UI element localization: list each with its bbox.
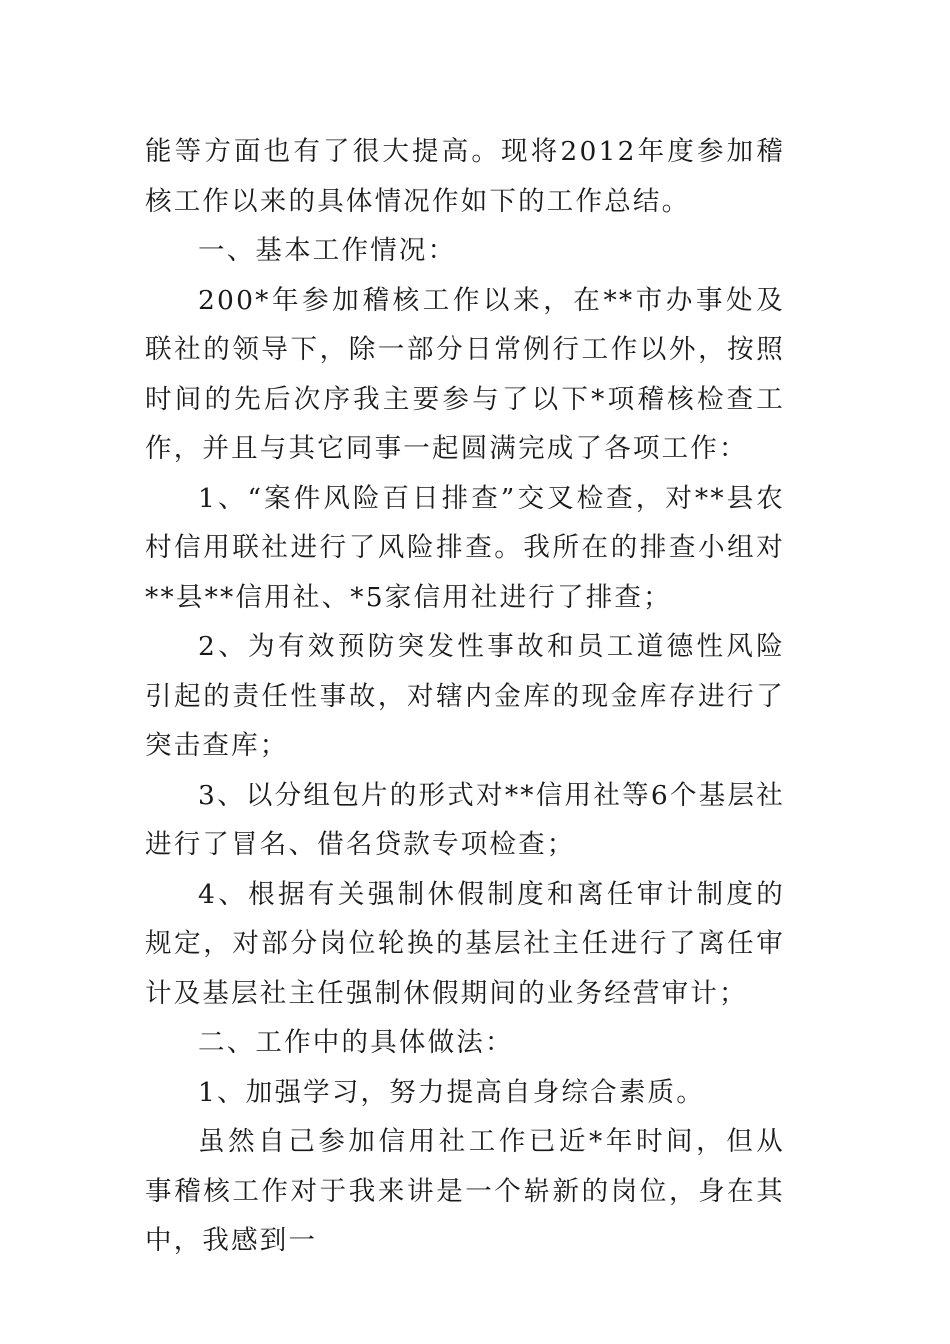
- paragraph-continuation: 能等方面也有了很大提高。现将2012年度参加稽核工作以来的具体情况作如下的工作总结。: [145, 136, 785, 217]
- document-body: [145, 127, 785, 1266]
- list-item-2: 2、为有效预防突发性事故和员工道德性风险引起的责任性事故，对辖内金库的现金库存进行了突击查库；: [145, 631, 785, 761]
- section-heading-methods: 二、工作中的具体做法：: [198, 1027, 514, 1058]
- list-item-1: 1、“案件风险百日排查”交叉检查，对**县农村信用联社进行了风险排查。我所在的排查小组对**县**信用社、*5家信用社进行了排查；: [145, 482, 785, 613]
- section-heading-basic-work: 一、基本工作情况：: [198, 235, 457, 266]
- paragraph-study: 虽然自己参加信用社工作已近*年时间，但从事稽核工作对于我来讲是一个崭新的岗位，身在其中，我感到一: [145, 1126, 785, 1256]
- paragraph-overview: 200*年参加稽核工作以来，在**市办事处及联社的领导下，除一部分日常例行工作以外，按照时间的先后次序我主要参与了以下*项稽核检查工作，并且与其它同事一起圆满完成了各项工作：: [145, 284, 785, 464]
- subheading-study: 1、加强学习，努力提高自身综合素质。: [198, 1076, 705, 1108]
- list-item-3: 3、以分组包片的形式对**信用社等6个基层社进行了冒名、借名贷款专项检查；: [145, 779, 785, 860]
- list-item-4: 4、根据有关强制休假制度和离任审计制度的规定，对部分岗位轮换的基层社主任进行了离任审计及基层社主任强制休假期间的业务经营审计；: [145, 878, 785, 1009]
